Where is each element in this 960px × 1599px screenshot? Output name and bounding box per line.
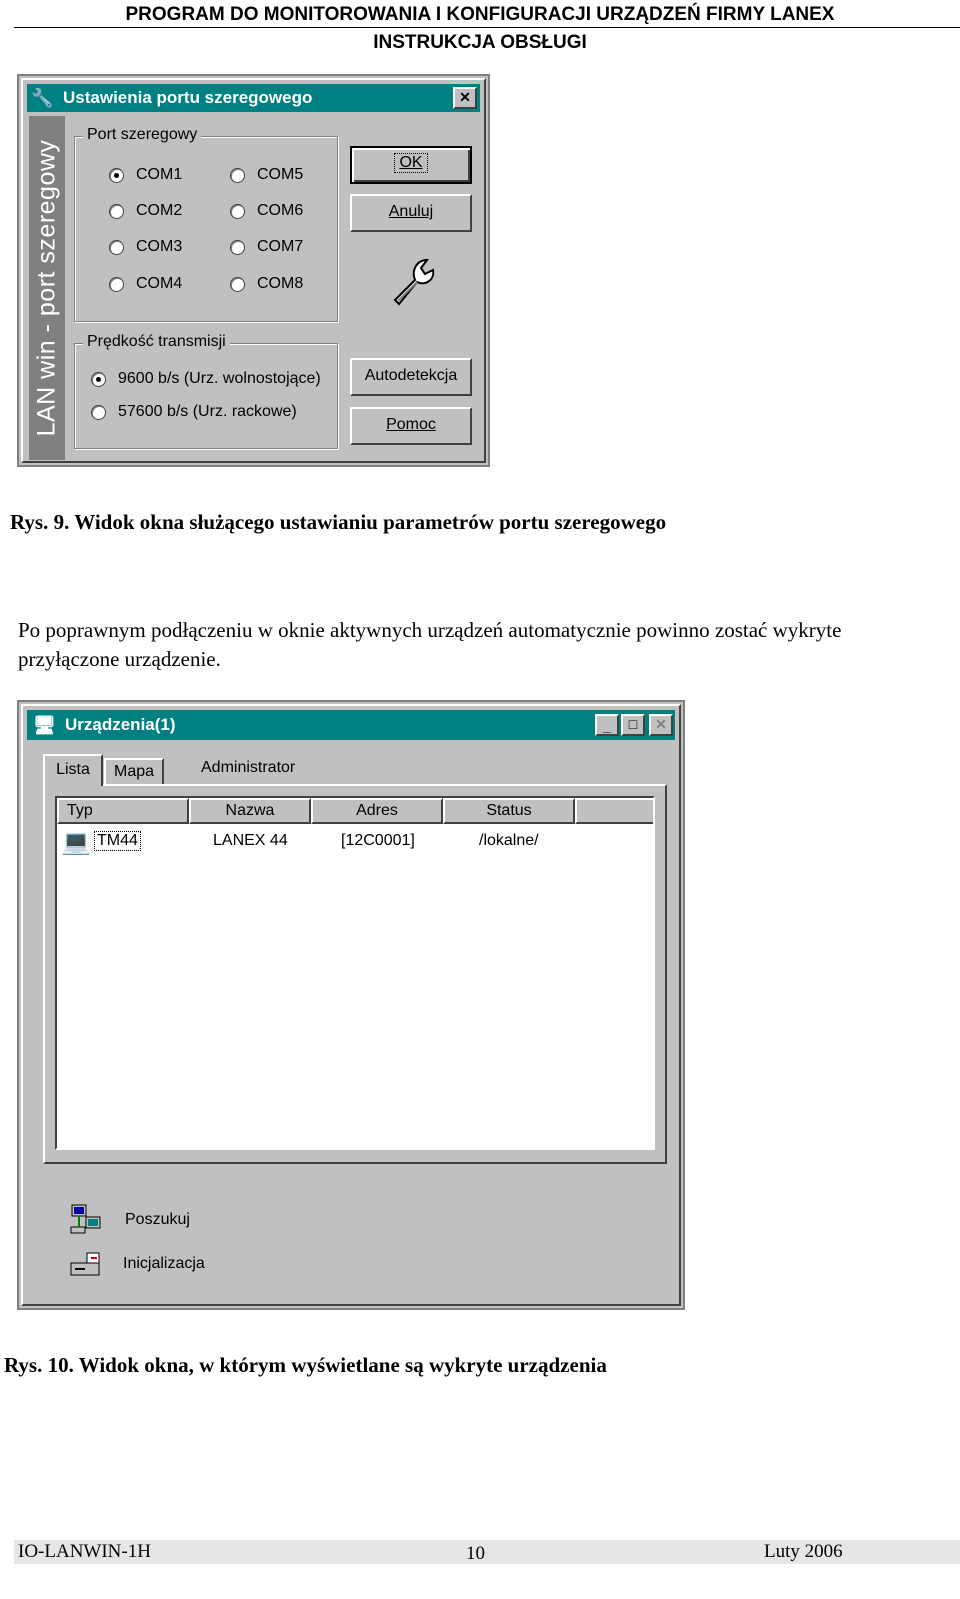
page-footer [14,1540,960,1564]
side-banner [29,116,65,460]
column-header-typ[interactable]: Typ [57,798,189,824]
autodetect-button[interactable]: Autodetekcja [350,358,472,396]
minimize-button[interactable]: _ [595,714,619,736]
devices-titlebar [27,710,675,740]
ok-button[interactable]: OK [350,146,472,184]
footer-date: Luty 2006 [764,1541,843,1562]
radio-com8[interactable]: COM8 [230,275,303,293]
wrench-icon: 🔧 [31,88,54,108]
speed-group-label: Prędkość transmisji [83,333,230,351]
search-action[interactable] [69,1202,190,1238]
wrench-icon [389,252,443,306]
cell-address: [12C0001] [341,832,415,849]
column-header-status[interactable]: Status [443,798,575,824]
devices-title: Urządzenia(1) [65,715,176,734]
radio-speed-57600[interactable]: 57600 b/s (Urz. rackowe) [91,403,297,421]
network-search-icon [69,1203,105,1237]
radio-com6[interactable]: COM6 [230,202,303,220]
column-header-adres[interactable]: Adres [311,798,443,824]
footer-page-number: 10 [466,1543,485,1564]
maximize-button[interactable]: □ [621,714,645,736]
serial-dialog-titlebar [27,84,480,112]
body-paragraph: Po poprawnym podłączeniu w oknie aktywnych urządzeń automatycznie powinno zostać wykryte przyłączone urządzenie. [18,618,842,671]
help-button[interactable]: Pomoc [350,407,472,445]
device-list[interactable] [55,796,655,1150]
figure-caption-9: Rys. 9. Widok okna służącego ustawianiu parametrów portu szeregowego [10,510,667,534]
header-rule [14,27,960,28]
radio-speed-9600[interactable]: 9600 b/s (Urz. wolnostojące) [91,370,321,388]
radio-com4[interactable]: COM4 [109,275,182,293]
serial-port-dialog [17,74,490,467]
cancel-button[interactable]: Anuluj [350,194,472,232]
administrator-label[interactable]: Administrator [201,759,296,776]
radio-com5[interactable]: COM5 [230,166,303,184]
radio-com1[interactable]: COM1 [109,166,182,184]
tab-lista[interactable]: Lista [43,754,103,786]
footer-doc-id: IO-LANWIN-1H [18,1541,151,1562]
tab-mapa[interactable]: Mapa [104,758,164,784]
device-init-icon [69,1249,105,1279]
list-header [57,798,655,824]
speed-group [74,343,338,449]
port-group-label: Port szeregowy [83,126,201,144]
port-group [74,136,338,322]
radio-com3[interactable]: COM3 [109,238,182,256]
serial-dialog-title: Ustawienia portu szeregowego [63,88,313,107]
document-header-subtitle: INSTRUKCJA OBSŁUGI [373,32,587,53]
cell-type: TM44 [97,832,138,849]
close-button[interactable]: ✕ [649,714,673,736]
column-header-empty [575,798,655,824]
close-button[interactable]: ✕ [453,87,477,109]
cell-status: /lokalne/ [479,832,539,849]
search-label: Poszukuj [125,1211,190,1228]
devices-app-icon: 🖥 [33,715,56,735]
radio-com7[interactable]: COM7 [230,238,303,256]
document-header-title: PROGRAM DO MONITOROWANIA I KONFIGURACJI URZĄDZEŃ FIRMY LANEX [125,4,835,25]
table-row[interactable] [57,826,655,860]
init-label: Inicjalizacja [123,1255,205,1272]
side-banner-text: LAN win - port szeregowy [32,139,61,437]
column-header-nazwa[interactable]: Nazwa [189,798,311,824]
radio-com2[interactable]: COM2 [109,202,182,220]
init-action[interactable] [69,1246,205,1282]
figure-caption-10: Rys. 10. Widok okna, w którym wyświetlane są wykryte urządzenia [4,1353,607,1377]
devices-window [17,700,685,1310]
device-computer-icon: 💻 [61,829,91,856]
cell-name: LANEX 44 [213,832,288,849]
